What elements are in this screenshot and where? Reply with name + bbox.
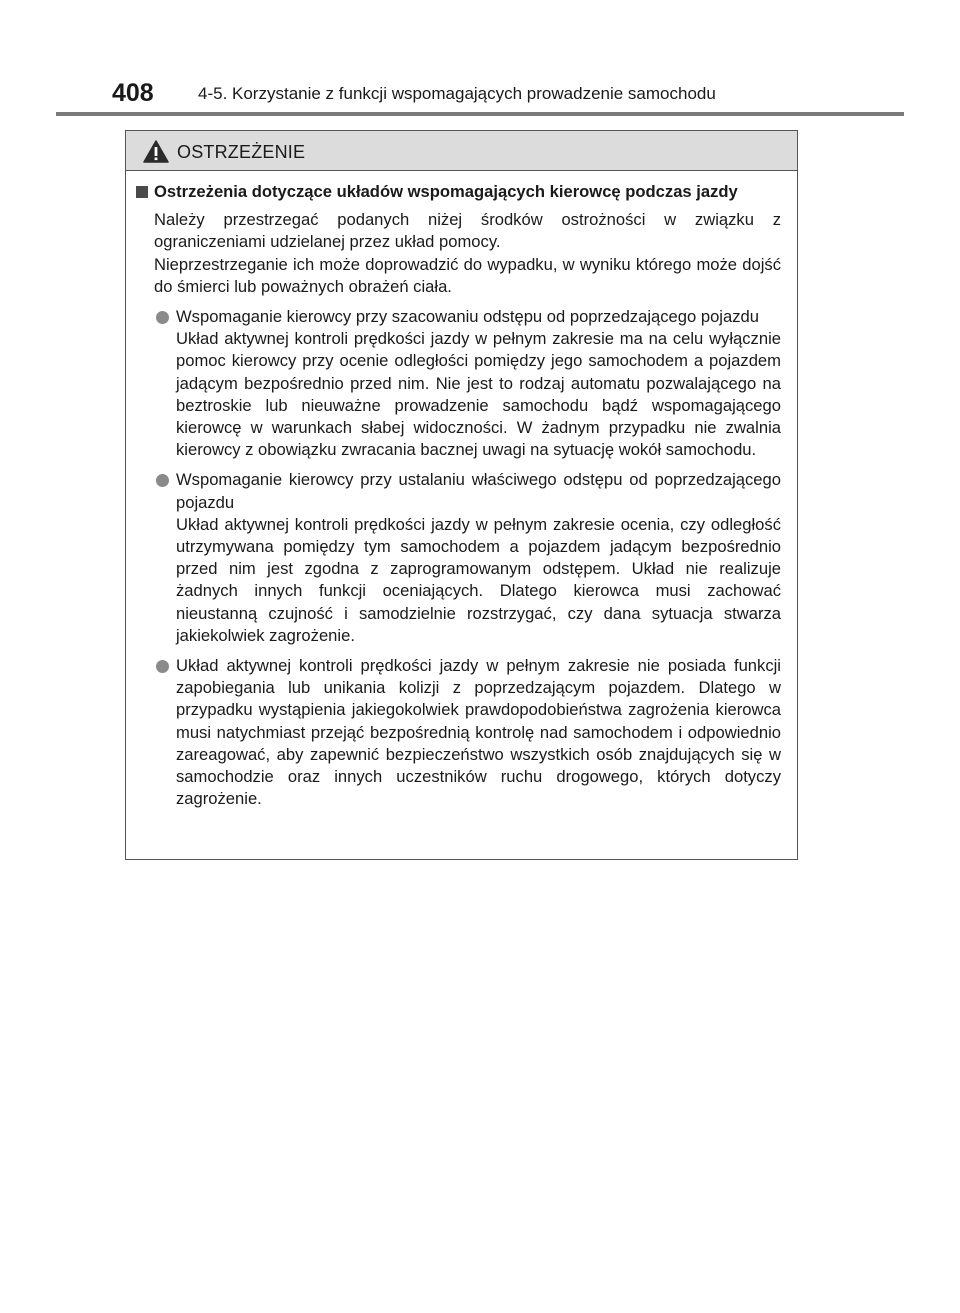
list-item bbox=[134, 306, 781, 461]
square-bullet-icon bbox=[136, 186, 148, 198]
page-header bbox=[112, 78, 912, 110]
bullet-title: Wspomaganie kierowcy przy szacowaniu odstępu od poprzedzającego pojazdu bbox=[176, 307, 759, 327]
warning-box bbox=[125, 130, 798, 860]
bullet-body: Układ aktywnej kontroli prędkości jazdy w pełnym zakresie ma na celu wyłącznie pomoc kierowcy przy ocenie odległości pomiędzy jego samochodem a pojazdem jadącym bezpośrednio przed nim. Nie jest to rodzaj automatu pozwalającego na beztroskie lub nieuważne prowadzenie samochodu bądź wspomagającego kierowcę w warunkach słabej widoczności. W żadnym przypadku nie zwalnia kierowcy z obowiązku zwracania bacznej uwagi na sytuację wokół samochodu. bbox=[176, 329, 781, 460]
header-rule bbox=[56, 112, 904, 116]
bullet-body: Układ aktywnej kontroli prędkości jazdy w pełnym zakresie ocenia, czy odległość utrzymywana pomiędzy tym samochodem a pojazdem jadącym bezpośrednio przed nim jest zgodna z zaprogramowanym odstępem. Układ nie realizuje żadnych innych funkcji oceniających. Dlatego kierowca musi zachować nieustanną czujność i samodzielnie rozstrzygać, czy dana sytuacja stwarza jakiekolwiek zagrożenie. bbox=[176, 514, 781, 645]
intro-paragraph-2: Nieprzestrzeganie ich może doprowadzić do wypadku, w wyniku którego może dojść do śmierci lub poważnych obrażeń ciała. bbox=[154, 254, 781, 296]
intro-paragraph-1: Należy przestrzegać podanych niżej środków ostrożności w związku z ograniczeniami udzielanej przez układ pomocy. bbox=[154, 210, 781, 252]
circle-bullet-icon bbox=[156, 660, 169, 673]
bullet-body: Układ aktywnej kontroli prędkości jazdy w pełnym zakresie nie posiada funkcji zapobiegania lub unikania kolizji z poprzedzającym pojazdem. Dlatego w przypadku wystąpienia jakiegokolwiek prawdopodobieństwa zagrożenia kierowca musi natychmiast przejąć bezpośrednią kontrolę nad samochodem i odpowiednio zareagować, aby zapewnić bezpieczeństwo wszystkich osób znajdujących się w samochodzie oraz innych uczestników ruchu drogowego, których dotyczy zagrożenie. bbox=[176, 656, 781, 809]
bullet-title: Wspomaganie kierowcy przy ustalaniu właściwego odstępu od poprzedzającego pojazdu bbox=[176, 470, 781, 512]
page-number: 408 bbox=[112, 79, 154, 107]
list-item bbox=[134, 469, 781, 647]
subheading-text: Ostrzeżenia dotyczące układów wspomagających kierowcę podczas jazdy bbox=[154, 182, 738, 201]
list-item bbox=[134, 655, 781, 810]
warning-subheading bbox=[134, 181, 781, 203]
warning-content bbox=[126, 171, 797, 810]
circle-bullet-icon bbox=[156, 474, 169, 487]
circle-bullet-icon bbox=[156, 311, 169, 324]
section-title: 4-5. Korzystanie z funkcji wspomagających prowadzenie samochodu bbox=[198, 84, 716, 103]
warning-title: OSTRZEŻENIE bbox=[177, 142, 306, 162]
warning-header bbox=[126, 131, 797, 171]
warning-triangle-icon bbox=[143, 140, 169, 163]
